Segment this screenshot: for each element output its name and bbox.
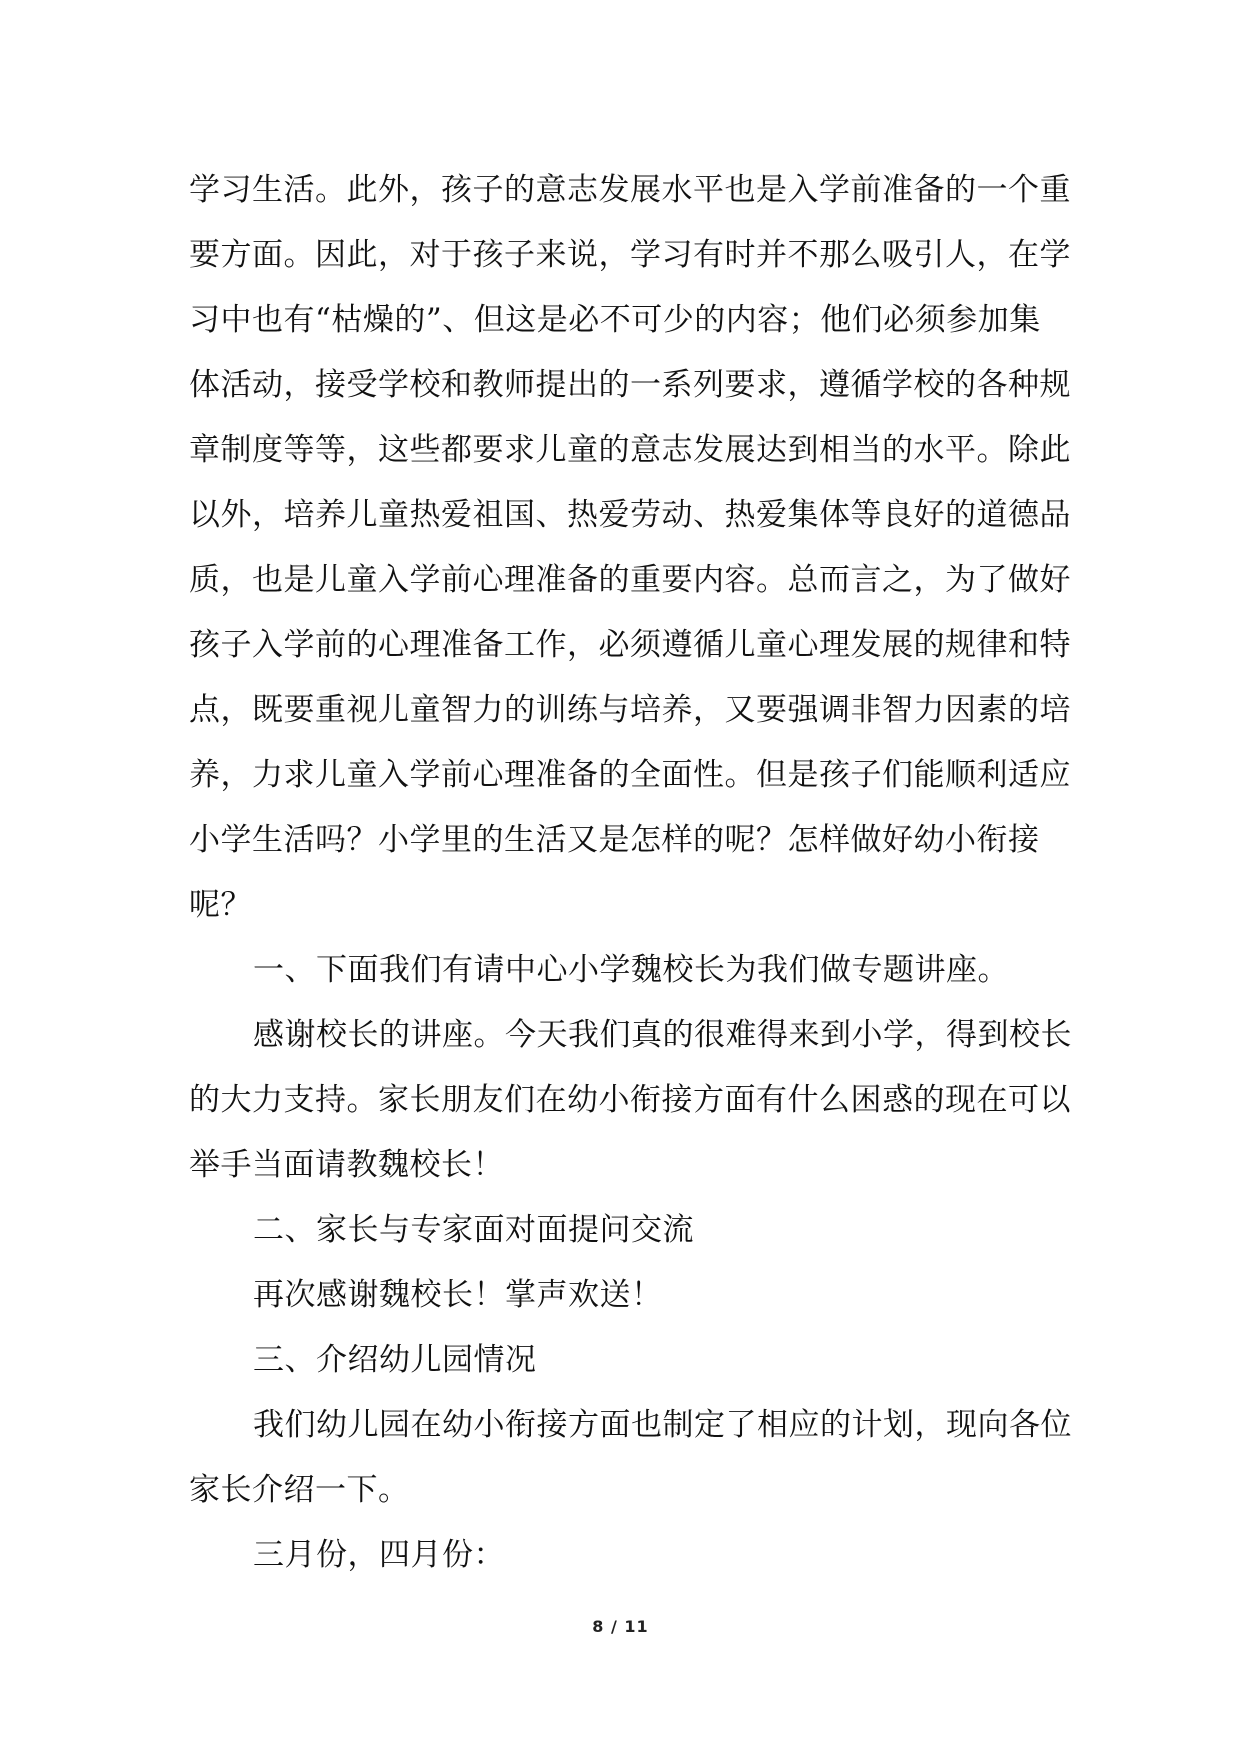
text-line: 家长介绍一下。 — [189, 1472, 410, 1508]
text-line: 要方面。因此，对于孩子来说，学习有时并不那么吸引人，在学 — [189, 237, 1071, 273]
text-line: 举手当面请教魏校长！ — [189, 1147, 504, 1183]
text-line: 我们幼儿园在幼小衔接方面也制定了相应的计划，现向各位 — [253, 1407, 1072, 1443]
text-line: 感谢校长的讲座。今天我们真的很难得来到小学，得到校长 — [253, 1017, 1072, 1053]
text-line: 质，也是儿童入学前心理准备的重要内容。总而言之，为了做好 — [189, 562, 1071, 598]
text-line: 学习生活。此外，孩子的意志发展水平也是入学前准备的一个重 — [189, 172, 1071, 208]
text-line: 三、介绍幼儿园情况 — [253, 1342, 537, 1378]
body-text — [189, 158, 1072, 1588]
text-line: 二、家长与专家面对面提问交流 — [253, 1212, 694, 1248]
text-line: 体活动，接受学校和教师提出的一系列要求，遵循学校的各种规 — [189, 367, 1071, 403]
text-line: 养，力求儿童入学前心理准备的全面性。但是孩子们能顺利适应 — [189, 757, 1071, 793]
text-line: 以外，培养儿童热爱祖国、热爱劳动、热爱集体等良好的道德品 — [189, 497, 1071, 533]
text-line: 三月份，四月份： — [253, 1537, 505, 1573]
text-line: 习中也有“枯燥的”、但这是必不可少的内容；他们必须参加集 — [189, 302, 1041, 338]
text-line: 呢？ — [189, 887, 252, 923]
text-line: 的大力支持。家长朋友们在幼小衔接方面有什么困惑的现在可以 — [189, 1082, 1071, 1118]
text-line: 小学生活吗？小学里的生活又是怎样的呢？怎样做好幼小衔接 — [189, 822, 1040, 858]
text-line: 点，既要重视儿童智力的训练与培养，又要强调非智力因素的培 — [189, 692, 1071, 728]
page-number: 8 / 11 — [592, 1617, 649, 1636]
text-line: 孩子入学前的心理准备工作，必须遵循儿童心理发展的规律和特 — [189, 627, 1071, 663]
text-line: 一、下面我们有请中心小学魏校长为我们做专题讲座。 — [253, 952, 1009, 988]
text-line: 再次感谢魏校长！掌声欢送！ — [253, 1277, 663, 1313]
text-line: 章制度等等，这些都要求儿童的意志发展达到相当的水平。除此 — [189, 432, 1071, 468]
